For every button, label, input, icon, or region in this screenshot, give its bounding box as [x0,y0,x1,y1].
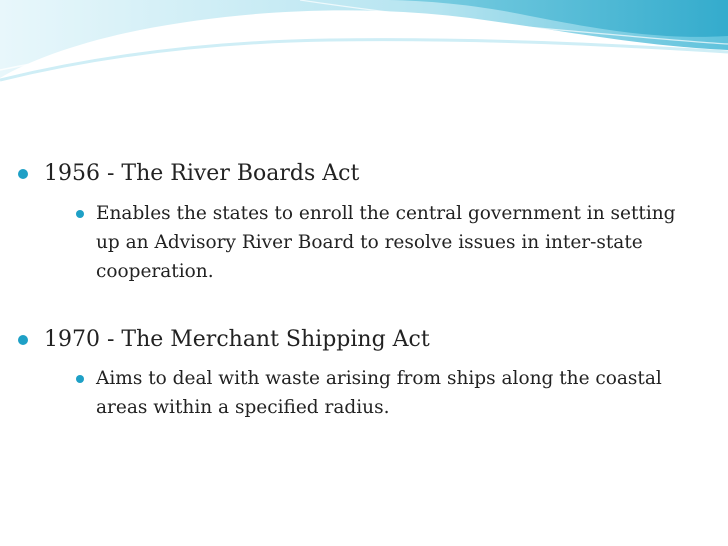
bullet-dot-icon [18,335,28,345]
bullet-heading-1: 1956 - The River Boards Act [44,161,360,186]
sub-bullet-dot-icon [76,375,84,383]
bullet-item-2 [44,327,430,353]
bullet-item-1 [44,161,359,187]
sub-bullet-dot-icon [76,210,84,218]
sub-bullet-item-2 [96,364,676,422]
sub-bullet-text-1: Enables the states to enroll the central government in setting up an Advisory River Board to resolve issues in inter-state cooperation. [96,203,676,282]
bullet-heading-2: 1970 - The Merchant Shipping Act [44,327,430,352]
bullet-dot-icon [18,169,28,179]
sub-bullet-item-1 [96,199,676,286]
sub-bullet-text-2: Aims to deal with waste arising from ships along the coastal areas within a specified radius. [96,368,662,418]
